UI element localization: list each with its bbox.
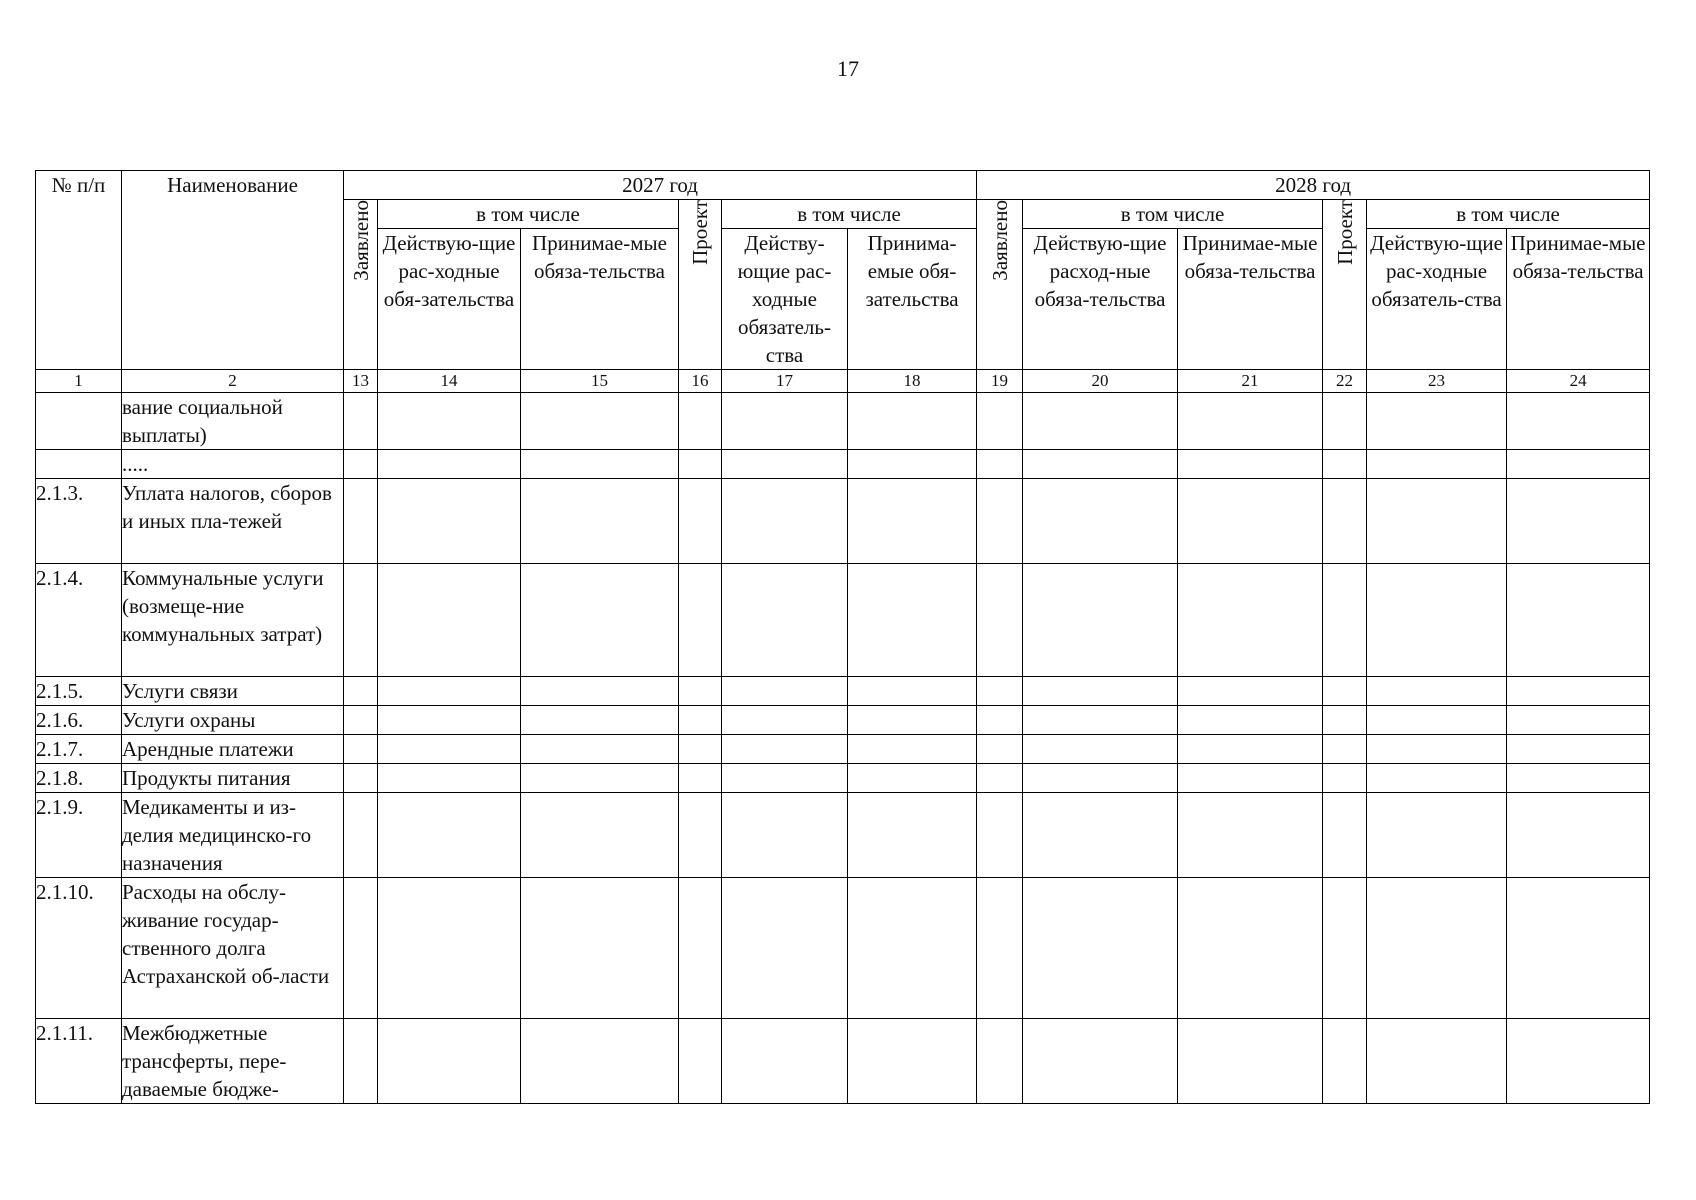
- table-row: [36, 735, 1650, 764]
- row-name: Коммунальные услуги (возмеще-ние коммунальных затрат): [122, 564, 344, 677]
- row-name: вание социальной выплаты): [122, 393, 344, 450]
- table-row: [36, 450, 1650, 479]
- budget-table: [35, 170, 1650, 1104]
- header-2028-project-existing: Действую-щие рас-ходные обязатель-ства: [1367, 229, 1507, 370]
- header-2027-in-total-declared: в том числе: [378, 200, 679, 229]
- header-2028-in-total-declared: в том числе: [1023, 200, 1323, 229]
- table-row: [36, 793, 1650, 878]
- row-name: .....: [122, 450, 344, 479]
- header-2028-in-total-project: в том числе: [1367, 200, 1650, 229]
- row-number: 2.1.6.: [36, 706, 122, 735]
- header-2028-declared: Заявлено: [977, 200, 1023, 370]
- column-number: 20: [1023, 370, 1178, 393]
- header-2027-project-existing: Действу-ющие рас-ходные обязатель-ства: [722, 229, 848, 370]
- column-number: 18: [848, 370, 977, 393]
- column-number-row: [36, 370, 1650, 393]
- row-number: [36, 450, 122, 479]
- row-number: 2.1.4.: [36, 564, 122, 677]
- header-2028-project: Проект: [1323, 200, 1367, 370]
- table-row: [36, 878, 1650, 1019]
- table-row: [36, 564, 1650, 677]
- column-number: 13: [344, 370, 378, 393]
- table-row: [36, 479, 1650, 564]
- column-number: 23: [1367, 370, 1507, 393]
- column-number: 21: [1178, 370, 1323, 393]
- header-2028-declared-existing: Действую-щие расход-ные обяза-тельства: [1023, 229, 1178, 370]
- table-row: [36, 393, 1650, 450]
- table-row: [36, 1019, 1650, 1104]
- row-name: Медикаменты и из-делия медицинско-го назначения: [122, 793, 344, 878]
- header-2027-declared: Заявлено: [344, 200, 378, 370]
- column-number: 16: [679, 370, 722, 393]
- row-name: Межбюджетные трансферты, пере-даваемые бюдже-: [122, 1019, 344, 1104]
- header-2028-declared-new: Принимае-мые обяза-тельства: [1178, 229, 1323, 370]
- header-2027-declared-existing: Действую-щие рас-ходные обя-зательства: [378, 229, 521, 370]
- column-number: 24: [1507, 370, 1650, 393]
- row-number: 2.1.9.: [36, 793, 122, 878]
- header-2027-project-new: Принима-емые обя-зательства: [848, 229, 977, 370]
- row-number: [36, 393, 122, 450]
- row-number: 2.1.10.: [36, 878, 122, 1019]
- header-col-num: № п/п: [36, 171, 122, 370]
- column-number: 22: [1323, 370, 1367, 393]
- row-number: 2.1.11.: [36, 1019, 122, 1104]
- header-2027-in-total-project: в том числе: [722, 200, 977, 229]
- header-2028-project-new: Принимае-мые обяза-тельства: [1507, 229, 1650, 370]
- column-number: 2: [122, 370, 344, 393]
- table-row: [36, 706, 1650, 735]
- column-number: 14: [378, 370, 521, 393]
- table-row: [36, 764, 1650, 793]
- row-name: Расходы на обслу-живание государ-ственного долга Астраханской об-ласти: [122, 878, 344, 1019]
- row-name: Услуги охраны: [122, 706, 344, 735]
- row-number: 2.1.8.: [36, 764, 122, 793]
- column-number: 1: [36, 370, 122, 393]
- header-2027-declared-new: Принимае-мые обяза-тельства: [521, 229, 679, 370]
- column-number: 15: [521, 370, 679, 393]
- row-name: Услуги связи: [122, 677, 344, 706]
- header-col-name: Наименование: [122, 171, 344, 370]
- row-number: 2.1.3.: [36, 479, 122, 564]
- header-2027-project: Проект: [679, 200, 722, 370]
- row-number: 2.1.5.: [36, 677, 122, 706]
- header-year-2027: 2027 год: [344, 171, 977, 200]
- page-number: 17: [837, 56, 859, 81]
- row-number: 2.1.7.: [36, 735, 122, 764]
- row-name: Уплата налогов, сборов и иных пла-тежей: [122, 479, 344, 564]
- table-row: [36, 677, 1650, 706]
- column-number: 17: [722, 370, 848, 393]
- header-year-2028: 2028 год: [977, 171, 1650, 200]
- column-number: 19: [977, 370, 1023, 393]
- row-name: Арендные платежи: [122, 735, 344, 764]
- row-name: Продукты питания: [122, 764, 344, 793]
